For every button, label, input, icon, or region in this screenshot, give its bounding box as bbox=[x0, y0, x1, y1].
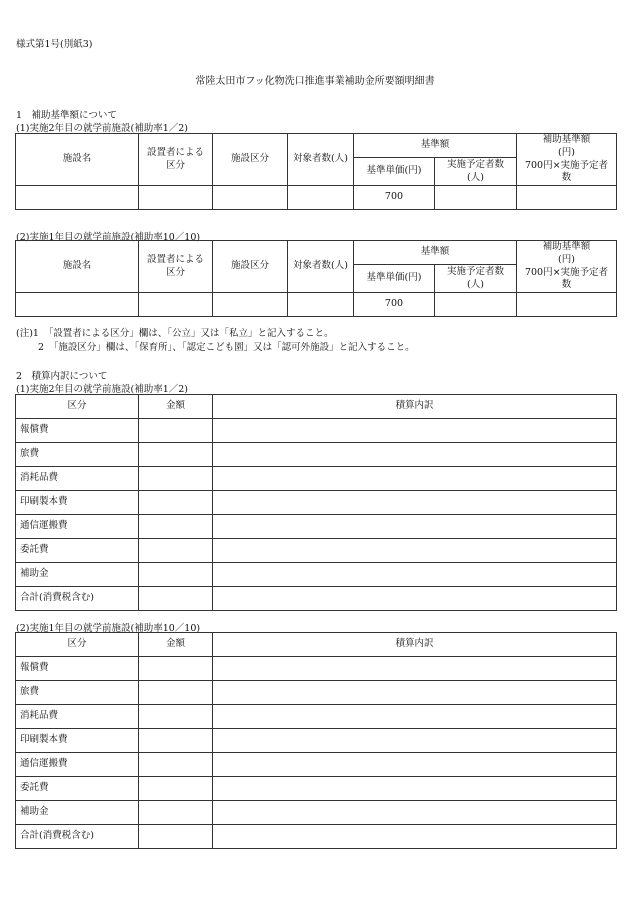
table-row bbox=[16, 419, 617, 443]
row-label: 報償費 bbox=[16, 419, 139, 443]
header-amount: 金額 bbox=[139, 633, 213, 657]
header-establisher: 設置者による区分 bbox=[139, 241, 213, 293]
breakdown-cell[interactable] bbox=[213, 753, 617, 777]
table-row bbox=[16, 587, 617, 611]
header-amount: 金額 bbox=[139, 395, 213, 419]
table-row bbox=[16, 705, 617, 729]
amount-cell[interactable] bbox=[139, 729, 213, 753]
input-subsidy-base[interactable] bbox=[517, 186, 617, 210]
header-base-amount: 基準額 bbox=[354, 241, 517, 265]
header-breakdown: 積算内訳 bbox=[213, 633, 617, 657]
header-subsidy-base-line1: 補助基準額 bbox=[542, 241, 591, 252]
note-2: 2 「施設区分」欄は、「保育所」、「認定こども園」又は「認可外施設」と記入すること。 bbox=[16, 342, 415, 353]
table-row bbox=[16, 801, 617, 825]
breakdown-cell[interactable] bbox=[213, 777, 617, 801]
unit-price-value: 700 bbox=[354, 293, 435, 317]
row-label: 合計(消費税含む) bbox=[16, 825, 139, 849]
row-label: 消耗品費 bbox=[16, 705, 139, 729]
form-number: 様式第1号(別紙3) bbox=[16, 39, 93, 50]
row-label: 合計(消費税含む) bbox=[16, 587, 139, 611]
row-label: 委託費 bbox=[16, 539, 139, 563]
row-label: 印刷製本費 bbox=[16, 729, 139, 753]
table-row bbox=[16, 563, 617, 587]
header-facility-type: 施設区分 bbox=[213, 241, 288, 293]
header-unit-price: 基準単価(円) bbox=[354, 158, 435, 186]
table-row bbox=[16, 729, 617, 753]
row-label: 補助金 bbox=[16, 563, 139, 587]
header-target-count: 対象者数(人) bbox=[288, 134, 354, 186]
header-subsidy-base-line3: 700円×実施予定者数 bbox=[524, 266, 609, 291]
section2-table2-caption: (2)実施1年目の就学前施設(補助率10／10) bbox=[16, 623, 201, 634]
section1-heading: 1 補助基準額について bbox=[16, 110, 117, 121]
breakdown-table-1 bbox=[15, 394, 617, 611]
table-row bbox=[16, 681, 617, 705]
breakdown-cell[interactable] bbox=[213, 587, 617, 611]
breakdown-table-2 bbox=[15, 632, 617, 849]
amount-cell[interactable] bbox=[139, 515, 213, 539]
header-planned-count: 実施予定者数(人) bbox=[435, 265, 517, 293]
amount-cell[interactable] bbox=[139, 443, 213, 467]
amount-cell[interactable] bbox=[139, 681, 213, 705]
row-label: 印刷製本費 bbox=[16, 491, 139, 515]
amount-cell[interactable] bbox=[139, 753, 213, 777]
input-facility-name[interactable] bbox=[16, 293, 139, 317]
input-target-count[interactable] bbox=[288, 293, 354, 317]
table-row bbox=[16, 443, 617, 467]
row-label: 補助金 bbox=[16, 801, 139, 825]
breakdown-cell[interactable] bbox=[213, 657, 617, 681]
row-label: 報償費 bbox=[16, 657, 139, 681]
subsidy-base-table-1 bbox=[15, 133, 617, 210]
input-planned-count[interactable] bbox=[435, 293, 517, 317]
header-target-count: 対象者数(人) bbox=[288, 241, 354, 293]
table-row bbox=[16, 539, 617, 563]
header-facility-name: 施設名 bbox=[16, 134, 139, 186]
input-facility-type[interactable] bbox=[213, 293, 288, 317]
table-row bbox=[16, 467, 617, 491]
breakdown-cell[interactable] bbox=[213, 825, 617, 849]
amount-cell[interactable] bbox=[139, 777, 213, 801]
header-subsidy-base-line2: (円) bbox=[558, 253, 575, 265]
amount-cell[interactable] bbox=[139, 419, 213, 443]
section1-table1-caption: (1)実施2年目の就学前施設(補助率1／2) bbox=[16, 123, 189, 134]
table-row bbox=[16, 777, 617, 801]
breakdown-cell[interactable] bbox=[213, 563, 617, 587]
input-subsidy-base[interactable] bbox=[517, 293, 617, 317]
document-title: 常陸太田市フッ化物洗口推進事業補助金所要額明細書 bbox=[195, 76, 435, 87]
table-row bbox=[16, 825, 617, 849]
header-facility-name: 施設名 bbox=[16, 241, 139, 293]
table-row bbox=[16, 515, 617, 539]
header-subsidy-base-line2: (円) bbox=[558, 146, 575, 158]
breakdown-cell[interactable] bbox=[213, 729, 617, 753]
amount-cell[interactable] bbox=[139, 467, 213, 491]
section2-table1-caption: (1)実施2年目の就学前施設(補助率1／2) bbox=[16, 384, 189, 395]
breakdown-cell[interactable] bbox=[213, 443, 617, 467]
header-unit-price: 基準単価(円) bbox=[354, 265, 435, 293]
breakdown-cell[interactable] bbox=[213, 515, 617, 539]
section1-table2-caption: (2)実施1年目の就学前施設(補助率10／10) bbox=[16, 232, 201, 243]
table-row bbox=[16, 657, 617, 681]
header-subsidy-base-line3: 700円×実施予定者数 bbox=[524, 159, 609, 184]
unit-price-value: 700 bbox=[354, 186, 435, 210]
header-planned-count: 実施予定者数(人) bbox=[435, 158, 517, 186]
row-label: 通信運搬費 bbox=[16, 753, 139, 777]
breakdown-cell[interactable] bbox=[213, 801, 617, 825]
input-establisher[interactable] bbox=[139, 186, 213, 210]
breakdown-cell[interactable] bbox=[213, 419, 617, 443]
breakdown-cell[interactable] bbox=[213, 681, 617, 705]
header-establisher: 設置者による区分 bbox=[139, 134, 213, 186]
input-planned-count[interactable] bbox=[435, 186, 517, 210]
amount-cell[interactable] bbox=[139, 705, 213, 729]
header-base-amount: 基準額 bbox=[354, 134, 517, 158]
input-facility-type[interactable] bbox=[213, 186, 288, 210]
breakdown-cell[interactable] bbox=[213, 705, 617, 729]
table-row bbox=[16, 753, 617, 777]
row-label: 委託費 bbox=[16, 777, 139, 801]
amount-cell[interactable] bbox=[139, 657, 213, 681]
amount-cell[interactable] bbox=[139, 563, 213, 587]
header-subsidy-base bbox=[517, 241, 617, 293]
breakdown-cell[interactable] bbox=[213, 539, 617, 563]
header-category: 区分 bbox=[16, 633, 139, 657]
row-label: 通信運搬費 bbox=[16, 515, 139, 539]
amount-cell[interactable] bbox=[139, 539, 213, 563]
row-label: 旅費 bbox=[16, 681, 139, 705]
input-facility-name[interactable] bbox=[16, 186, 139, 210]
amount-cell[interactable] bbox=[139, 801, 213, 825]
breakdown-cell[interactable] bbox=[213, 491, 617, 515]
note-1: (注)1 「設置者による区分」欄は、「公立」又は「私立」と記入すること。 bbox=[16, 328, 334, 339]
breakdown-cell[interactable] bbox=[213, 467, 617, 491]
amount-cell[interactable] bbox=[139, 491, 213, 515]
header-subsidy-base-line1: 補助基準額 bbox=[542, 134, 591, 145]
header-breakdown: 積算内訳 bbox=[213, 395, 617, 419]
input-target-count[interactable] bbox=[288, 186, 354, 210]
header-facility-type: 施設区分 bbox=[213, 134, 288, 186]
section2-heading: 2 積算内訳について bbox=[16, 371, 108, 382]
table-row bbox=[16, 491, 617, 515]
header-category: 区分 bbox=[16, 395, 139, 419]
amount-cell[interactable] bbox=[139, 587, 213, 611]
amount-cell[interactable] bbox=[139, 825, 213, 849]
input-establisher[interactable] bbox=[139, 293, 213, 317]
subsidy-base-table-2 bbox=[15, 240, 617, 317]
row-label: 旅費 bbox=[16, 443, 139, 467]
row-label: 消耗品費 bbox=[16, 467, 139, 491]
header-subsidy-base bbox=[517, 134, 617, 186]
